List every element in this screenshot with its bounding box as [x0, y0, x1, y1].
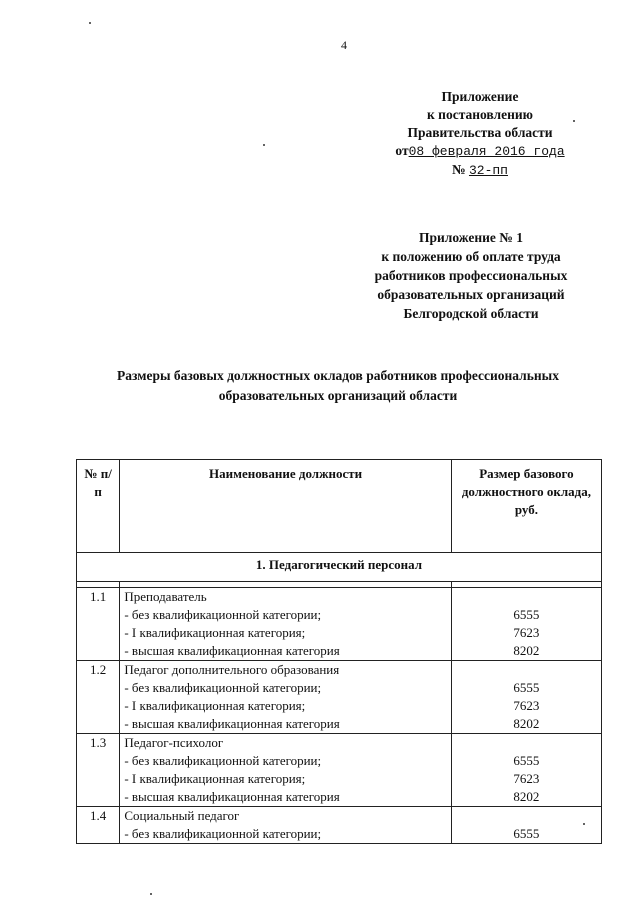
title-line-2: образовательных организаций области [218, 388, 458, 403]
table-body [77, 553, 602, 844]
approval-line-3: Правительства области [407, 125, 553, 140]
salary-value: 7623 [513, 771, 540, 786]
salary-value: 7623 [513, 625, 540, 640]
position-line: - I квалификационная категория; [124, 698, 306, 713]
scan-speck [583, 823, 585, 825]
row-position [120, 661, 452, 734]
row-salary [451, 734, 601, 807]
salary-value: 6555 [513, 680, 540, 695]
row-salary [451, 661, 601, 734]
annex-line-4: образовательных организаций [377, 287, 565, 302]
position-line: - без квалификационной категории; [124, 607, 322, 622]
page-number: 4 [341, 38, 347, 52]
annex-line-3: работников профессиональных [374, 268, 568, 283]
approval-line-1: Приложение [441, 89, 519, 104]
scan-speck [263, 144, 265, 146]
approval-date-line [370, 142, 590, 161]
approval-date-prefix: от [395, 143, 409, 158]
salary-value: 6555 [513, 607, 540, 622]
title-line-1: Размеры базовых должностных окладов работников профессиональных [117, 368, 559, 383]
salary-value [456, 661, 597, 679]
header-position: Наименование должности [120, 460, 452, 553]
salary-table [76, 459, 602, 844]
row-position [120, 588, 452, 661]
salary-value [456, 588, 597, 606]
row-salary [451, 807, 601, 844]
approval-number-line [370, 161, 590, 180]
document-title [78, 366, 598, 406]
annex-line-2: к положению об оплате труда [381, 249, 561, 264]
position-line: Социальный педагог [124, 808, 240, 823]
position-line: - без квалификационной категории; [124, 826, 322, 841]
approval-line-2: к постановлению [427, 107, 533, 122]
row-position [120, 807, 452, 844]
position-line: - без квалификационной категории; [124, 680, 322, 695]
approval-date: 08 февраля 2016 года [408, 144, 565, 159]
annex-line-5: Белгородской области [403, 306, 539, 321]
approval-block [370, 88, 590, 180]
position-line: Преподаватель [124, 589, 207, 604]
annex-line-1: Приложение № 1 [419, 230, 523, 245]
position-line: - высшая квалификационная категория [124, 643, 340, 658]
row-number: 1.3 [77, 734, 120, 807]
row-number: 1.2 [77, 661, 120, 734]
table-header-row [77, 460, 602, 553]
scan-speck [573, 120, 575, 122]
position-line: Педагог дополнительного образования [124, 662, 340, 677]
row-number: 1.4 [77, 807, 120, 844]
position-line: - высшая квалификационная категория [124, 789, 340, 804]
row-position [120, 734, 452, 807]
salary-value: 7623 [513, 698, 540, 713]
section-row [77, 553, 602, 582]
salary-value [456, 734, 597, 752]
approval-number-prefix: № [452, 162, 466, 177]
salary-value: 8202 [513, 789, 540, 804]
header-salary: Размер базового должностного оклада, руб. [451, 460, 601, 553]
position-line: - I квалификационная категория; [124, 625, 306, 640]
salary-value [456, 807, 597, 825]
table-row [77, 807, 602, 844]
salary-value: 8202 [513, 643, 540, 658]
table-row [77, 661, 602, 734]
position-line: - без квалификационной категории; [124, 753, 322, 768]
annex-block [340, 228, 602, 323]
table-row [77, 734, 602, 807]
table-row [77, 588, 602, 661]
section-title: 1. Педагогический персонал [77, 553, 602, 582]
row-salary [451, 588, 601, 661]
salary-value: 6555 [513, 753, 540, 768]
position-line: - высшая квалификационная категория [124, 716, 340, 731]
salary-value: 8202 [513, 716, 540, 731]
row-number: 1.1 [77, 588, 120, 661]
position-line: Педагог-психолог [124, 735, 224, 750]
position-line: - I квалификационная категория; [124, 771, 306, 786]
scan-speck [150, 893, 152, 895]
scan-speck [89, 22, 91, 24]
salary-value: 6555 [513, 826, 540, 841]
approval-number: 32-пп [468, 163, 508, 178]
header-number: № п/п [77, 460, 120, 553]
